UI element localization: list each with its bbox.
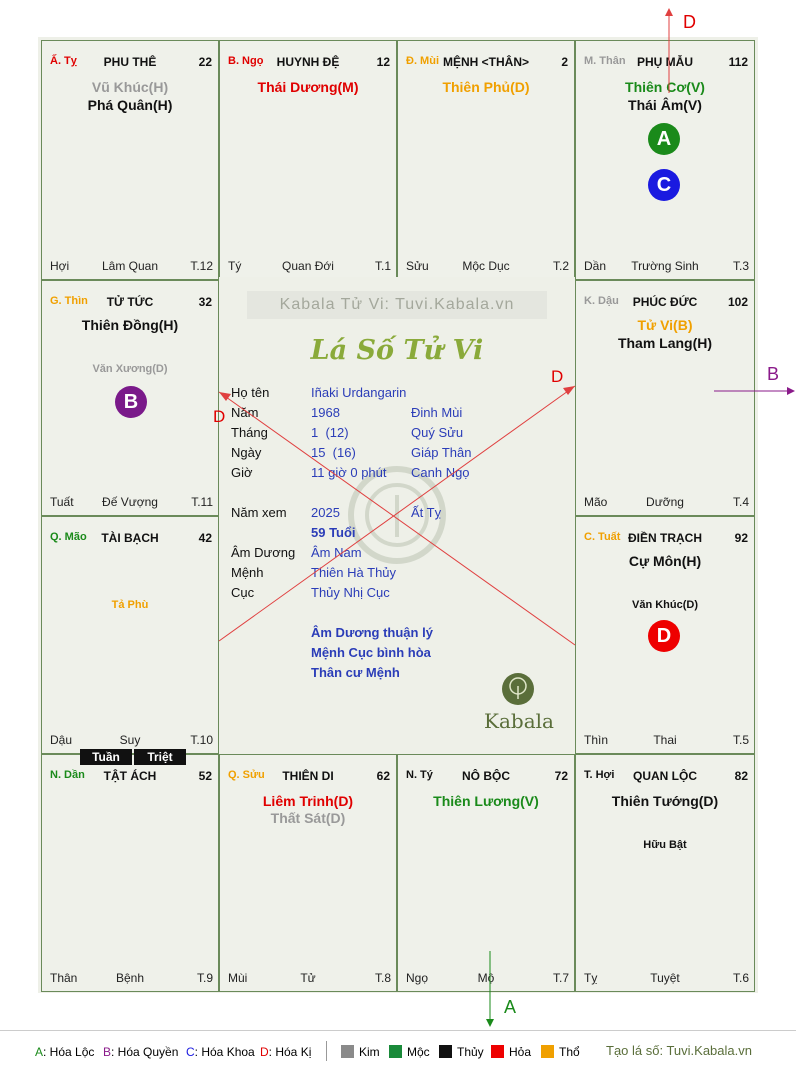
main-star: Thiên Lương(V) — [433, 793, 539, 809]
palace-age: 52 — [198, 769, 212, 783]
legend-hoa-loc: : Hóa Lộc — [43, 1045, 95, 1059]
main-star: Tử Vi(B) — [637, 317, 693, 333]
minor-star: Văn Khúc(D) — [632, 599, 698, 611]
hoa-khoa-badge: C — [648, 169, 680, 201]
info-value: 11 giờ 0 phút — [311, 465, 387, 480]
chart-title: Lá Số Tử Vi — [310, 335, 484, 366]
palace-name: PHU THÊ — [103, 55, 157, 69]
tuan-tag: Tuần — [80, 749, 132, 765]
arrow-label-top: D — [683, 12, 696, 32]
tho-swatch — [541, 1045, 554, 1058]
palace-name: NÔ BỘC — [462, 769, 510, 783]
arrow-label-bottom: A — [504, 997, 517, 1017]
life-stage-label: Thai — [653, 733, 677, 747]
palace-age: 2 — [561, 55, 568, 69]
month-label: T.10 — [190, 733, 213, 747]
month-label: T.4 — [732, 495, 749, 509]
can-chi-label: N. Tý — [406, 769, 433, 781]
branch-label: Thìn — [584, 733, 609, 747]
can-chi-label: K. Dậu — [584, 295, 619, 307]
minor-star: Văn Xương(D) — [92, 363, 168, 375]
legend-key-c: C — [186, 1045, 195, 1059]
life-stage-label: Suy — [119, 733, 141, 747]
legend-key-d: D — [260, 1045, 269, 1059]
month-label: T.6 — [732, 971, 749, 985]
life-stage-label: Trường Sinh — [631, 259, 699, 273]
palace-name: TỬ TỨC — [106, 295, 154, 309]
info-label: Âm Dương — [231, 545, 296, 560]
info-value-canchi: Giáp Thân — [411, 445, 472, 460]
legend-tho: Thổ — [559, 1045, 580, 1059]
branch-label: Tỵ — [584, 971, 598, 985]
can-chi-label: N. Dần — [50, 769, 85, 781]
info-label: Năm xem — [231, 505, 287, 520]
palace-age: 22 — [198, 55, 212, 69]
legend-key-a: A — [35, 1045, 44, 1059]
main-star: Tham Lang(H) — [617, 335, 713, 351]
month-label: T.9 — [196, 971, 213, 985]
branch-label: Mão — [584, 495, 608, 509]
month-label: T.11 — [191, 495, 213, 509]
palace-age: 62 — [376, 769, 390, 783]
branch-label: Mùi — [228, 971, 248, 985]
note-line: Thân cư Mệnh — [311, 665, 400, 680]
palace-age: 92 — [734, 531, 748, 545]
watermark-banner: Kabala Tử Vi: Tuvi.Kabala.vn — [247, 291, 547, 319]
life-stage-label: Mộc Dục — [462, 259, 510, 273]
branch-label: Hợi — [50, 259, 70, 273]
life-stage-label: Tử — [300, 971, 316, 985]
can-chi-label: M. Thân — [584, 55, 626, 67]
legend-thuy: Thủy — [457, 1045, 484, 1059]
info-value-canchi: Đinh Mùi — [411, 405, 463, 420]
legend-hoa: Hỏa — [509, 1045, 532, 1059]
main-star: Thiên Tướng(D) — [611, 793, 719, 809]
age-value: 59 Tuổi — [311, 525, 356, 540]
palace-name: TẬT ÁCH — [103, 769, 157, 783]
branch-label: Sửu — [406, 259, 429, 273]
minor-star: Tả Phù — [111, 599, 149, 611]
legend-moc: Mộc — [407, 1045, 430, 1059]
palace-name: THIÊN DI — [282, 769, 334, 783]
palace-age: 72 — [554, 769, 568, 783]
info-label: Họ tên — [231, 385, 270, 400]
main-star: Thiên Phủ(D) — [442, 79, 530, 95]
diag-label-left: D — [213, 407, 226, 426]
info-label: Năm — [231, 405, 259, 420]
legend-kim: Kim — [359, 1045, 380, 1059]
branch-label: Tý — [228, 259, 242, 273]
kim-swatch — [341, 1045, 354, 1058]
moc-swatch — [389, 1045, 402, 1058]
branch-label: Thân — [50, 971, 78, 985]
main-star: Vũ Khúc(H) — [91, 79, 169, 95]
life-stage-label: Dưỡng — [646, 495, 684, 509]
diag-label-right: D — [551, 367, 564, 386]
main-star: Thái Âm(V) — [628, 97, 702, 113]
info-value: 1968 — [311, 405, 340, 420]
site-link[interactable]: Tạo lá số: Tuvi.Kabala.vn — [606, 1043, 752, 1058]
life-stage-label: Quan Đới — [282, 259, 334, 273]
info-value: 1 (12) — [311, 425, 349, 440]
main-star: Thiên Đồng(H) — [81, 317, 179, 333]
info-value: Thủy Nhị Cục — [311, 585, 390, 600]
palace-name: ĐIỀN TRẠCH — [628, 531, 702, 545]
can-chi-label: T. Hợi — [584, 769, 615, 781]
hoa-loc-badge: A — [648, 123, 680, 155]
info-label: Ngày — [231, 445, 262, 460]
info-value: Iñaki Urdangarin — [311, 385, 407, 400]
palace-age: 12 — [376, 55, 390, 69]
branch-label: Dần — [584, 259, 607, 273]
hoa-quyen-badge: B — [115, 386, 147, 418]
palace-name: QUAN LỘC — [633, 769, 697, 783]
palace-name: MỆNH <THÂN> — [442, 55, 529, 69]
branch-label: Ngọ — [406, 971, 429, 985]
month-label: T.8 — [374, 971, 391, 985]
life-stage-label: Đế Vượng — [102, 495, 158, 509]
info-value: Thiên Hà Thủy — [311, 565, 397, 580]
can-chi-label: C. Tuất — [584, 531, 621, 543]
note-line: Mệnh Cục bình hòa — [311, 645, 431, 660]
triet-tag: Triệt — [134, 749, 186, 765]
branch-label: Tuất — [50, 495, 74, 509]
palace-age: 42 — [198, 531, 212, 545]
palace-age: 102 — [727, 295, 748, 309]
month-label: T.7 — [552, 971, 569, 985]
main-star: Thất Sát(D) — [270, 810, 346, 826]
legend-hoa-quyen: : Hóa Quyền — [111, 1045, 179, 1059]
legend-bar — [0, 1030, 796, 1071]
main-star: Cự Môn(H) — [628, 553, 702, 569]
can-chi-label: Q. Mão — [50, 531, 87, 543]
info-label: Tháng — [231, 425, 268, 440]
info-value-canchi: Ất Tỵ — [411, 505, 442, 520]
info-value: Âm Nam — [311, 545, 362, 560]
month-label: T.2 — [552, 259, 569, 273]
info-value-canchi: Quý Sửu — [411, 425, 464, 440]
palace-name: PHÚC ĐỨC — [632, 295, 698, 309]
main-star: Thiên Cơ(V) — [625, 79, 705, 95]
month-label: T.1 — [374, 259, 391, 273]
legend-hoa-khoa: : Hóa Khoa — [194, 1045, 255, 1059]
legend-hoa-ki: : Hóa Kị — [268, 1045, 312, 1059]
month-label: T.3 — [732, 259, 749, 273]
month-label: T.5 — [732, 733, 749, 747]
arrow-label-right: B — [767, 364, 780, 384]
branch-label: Dậu — [50, 733, 73, 747]
main-star: Phá Quân(H) — [87, 97, 173, 113]
life-stage-label: Lâm Quan — [101, 259, 159, 273]
life-stage-label: Bệnh — [115, 971, 145, 985]
hoa-swatch — [491, 1045, 504, 1058]
main-star: Liêm Trinh(D) — [262, 793, 354, 809]
month-label: T.12 — [190, 259, 213, 273]
palace-age: 112 — [728, 55, 748, 69]
can-chi-label: Ấ. Tỵ — [50, 55, 77, 67]
info-value: 15 (16) — [311, 445, 356, 460]
main-star: Thái Dương(M) — [257, 79, 359, 95]
palace-name: HUYNH ĐỆ — [276, 55, 340, 69]
legend-divider — [326, 1041, 327, 1061]
can-chi-label: Q. Sửu — [228, 769, 265, 781]
info-value: 2025 — [311, 505, 340, 520]
hoa-ki-badge: D — [648, 620, 680, 652]
life-stage-label: Tuyệt — [650, 971, 680, 985]
legend-key-b: B — [103, 1045, 112, 1059]
can-chi-label: G. Thìn — [50, 295, 88, 307]
palace-age: 82 — [734, 769, 748, 783]
can-chi-label: Đ. Mùi — [406, 55, 439, 67]
info-label: Giờ — [231, 465, 253, 480]
palace-name: TÀI BẠCH — [101, 531, 159, 545]
palace-age: 32 — [198, 295, 212, 309]
can-chi-label: B. Ngọ — [228, 55, 264, 67]
info-label: Cục — [231, 585, 255, 600]
thuy-swatch — [439, 1045, 452, 1058]
info-label: Mệnh — [231, 565, 264, 580]
note-line: Âm Dương thuận lý — [311, 625, 433, 640]
life-stage-label: Mộ — [477, 971, 495, 985]
kabala-logo-text: Kabala — [484, 709, 554, 733]
palace-name: PHỤ MẪU — [637, 55, 693, 69]
info-value-canchi: Canh Ngọ — [411, 465, 470, 480]
minor-star: Hữu Bật — [643, 839, 687, 851]
